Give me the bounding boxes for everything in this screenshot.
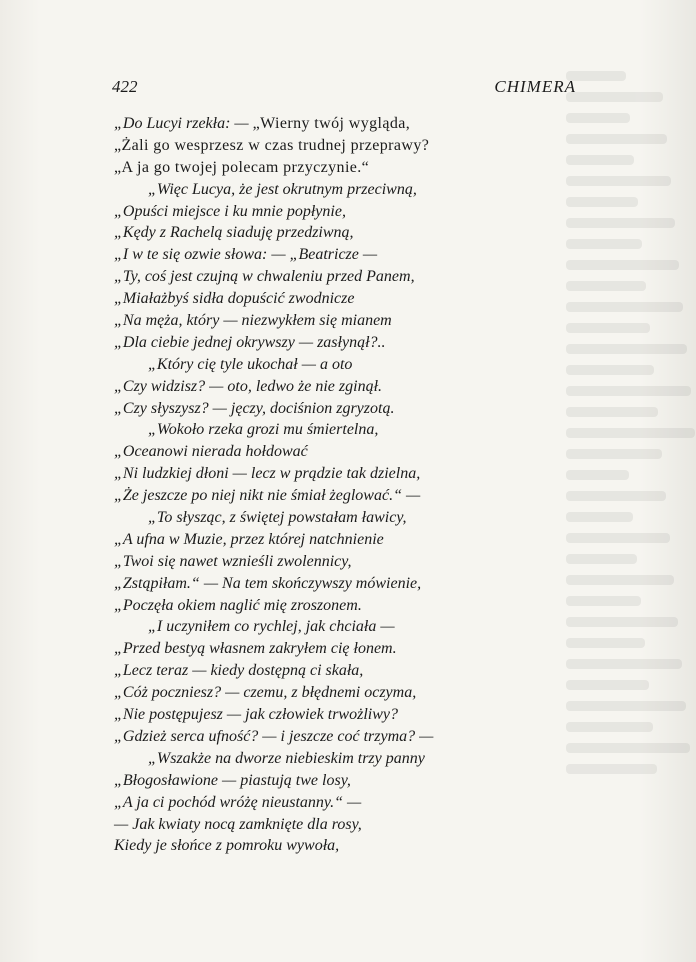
verse-italic-text: „Poczęła okiem naglić mię zroszonem.: [114, 596, 362, 614]
verse-italic-text: „Twoi się nawet wznieśli zwolennicy,: [114, 552, 352, 570]
verse-line: [114, 244, 584, 266]
verse-italic-text: „Opuści miejsce i ku mnie popłynie,: [114, 202, 346, 220]
verse-line: [114, 573, 584, 595]
verse-line: [114, 354, 584, 376]
verse-italic-text: „Do Lucyi rzekła: —: [114, 115, 253, 132]
verse-italic-text: „Ty, coś jest czujną w chwaleniu przed Panem,: [114, 268, 415, 286]
verse-roman-text: „A ja go twojej polecam przyczynie.“: [114, 158, 370, 176]
verse-line: [114, 726, 584, 748]
page-number: 422: [112, 77, 138, 96]
show-through-line: [566, 344, 687, 354]
verse-italic-text: „I uczyniłem co rychlej, jak chciała —: [148, 618, 395, 636]
verse-line: [114, 748, 584, 770]
show-through-line: [566, 743, 690, 753]
verse-line: [114, 113, 584, 135]
verse-line: [114, 266, 584, 288]
verse-roman-text: „Wierny twój wygląda,: [252, 115, 411, 132]
verse-line: [114, 463, 584, 485]
verse-line: [114, 529, 584, 551]
verse-line: [114, 179, 584, 201]
verse-line: [114, 441, 584, 463]
verse-italic-text: „Ni ludzkiej dłoni — lecz w prądzie tak dzielna,: [114, 465, 421, 483]
verse-line: [114, 551, 584, 573]
verse-line: [114, 485, 584, 507]
verse-italic-text: „Cóż poczniesz? — czemu, z błędnemi oczyma,: [114, 684, 417, 702]
verse-italic-text: „Błogosławione — piastują twe losy,: [114, 771, 351, 789]
verse-italic-text: — Jak kwiaty nocą zamknięte dla rosy,: [114, 815, 362, 833]
verse-line: [114, 792, 584, 814]
verse-line: [114, 770, 584, 792]
verse-italic-text: Kiedy je słońce z pomroku wywoła,: [114, 837, 340, 855]
verse-italic-text: „Przed bestyą własnem zakryłem cię łonem.: [114, 640, 397, 658]
verse-italic-text: „Więc Lucya, że jest okrutnym przeciwną,: [148, 180, 417, 198]
verse-italic-text: „Wokoło rzeka grozi mu śmiertelna,: [148, 421, 379, 439]
verse-italic-text: „Lecz teraz — kiedy dostępną ci skała,: [114, 662, 364, 680]
verse-italic-text: „A ja ci pochód wróżę nieustanny.“ —: [114, 793, 362, 811]
verse-line: [114, 310, 584, 332]
verse-italic-text: „Gdzież serca ufność? — i jeszcze coć trzyma? —: [114, 727, 434, 745]
verse-line: [114, 835, 584, 857]
verse-line: [114, 398, 584, 420]
verse-line: [114, 332, 584, 354]
verse-italic-text: „Na męża, który — niezwykłem się mianem: [114, 312, 392, 330]
verse-italic-text: „Dla ciebie jednej okrywszy — zasłynął?..: [114, 333, 386, 351]
verse-line: [114, 814, 584, 836]
page-header: [112, 76, 576, 98]
verse-italic-text: „Który cię tyle ukochał — a oto: [148, 355, 353, 373]
verse-line: [114, 595, 584, 617]
show-through-line: [566, 92, 663, 102]
verse-line: [114, 419, 584, 441]
verse-line: [114, 660, 584, 682]
verse-italic-text: „Oceanowi nierada hołdować: [114, 443, 308, 461]
verse-italic-text: „Kędy z Rachelą siaduję przedziwną,: [114, 224, 354, 242]
verse-italic-text: „Wszakże na dworze niebieskim trzy panny: [148, 749, 425, 767]
verse-roman-text: „Żali go wesprzesz w czas trudnej przeprawy?: [114, 136, 430, 154]
show-through-line: [566, 428, 695, 438]
verse-italic-text: „Zstąpiłam.“ — Na tem skończywszy mówienie,: [114, 574, 422, 592]
verse-line: [114, 201, 584, 223]
verse-italic-text: „Miałażbyś sidła dopuścić zwodnicze: [114, 290, 355, 308]
poem-text: [114, 113, 584, 857]
verse-italic-text: „I w te się ozwie słowa: — „Beatricze —: [114, 246, 378, 264]
verse-line: [114, 507, 584, 529]
verse-line: [114, 222, 584, 244]
verse-italic-text: „Że jeszcze po niej nikt nie śmiał żeglować.“ —: [114, 487, 421, 505]
verse-line: [114, 638, 584, 660]
verse-line: [114, 157, 584, 179]
verse-line: [114, 376, 584, 398]
verse-italic-text: „A ufna w Muzie, przez której natchnienie: [114, 530, 384, 548]
verse-line: [114, 616, 584, 638]
verse-line: [114, 288, 584, 310]
verse-italic-text: „To słysząc, z świętej powstałam ławicy,: [148, 509, 407, 527]
verse-italic-text: „Nie postępujesz — jak człowiek trwożliwy?: [114, 706, 398, 724]
show-through-line: [566, 386, 691, 396]
running-title: CHIMERA: [494, 77, 576, 96]
verse-italic-text: „Czy widzisz? — oto, ledwo że nie zginął.: [114, 377, 383, 395]
verse-line: [114, 682, 584, 704]
verse-line: [114, 704, 584, 726]
verse-line: [114, 135, 584, 157]
verse-italic-text: „Czy słyszysz? — jęczy, dociśnion zgryzotą.: [114, 399, 395, 417]
show-through-line: [566, 701, 686, 711]
